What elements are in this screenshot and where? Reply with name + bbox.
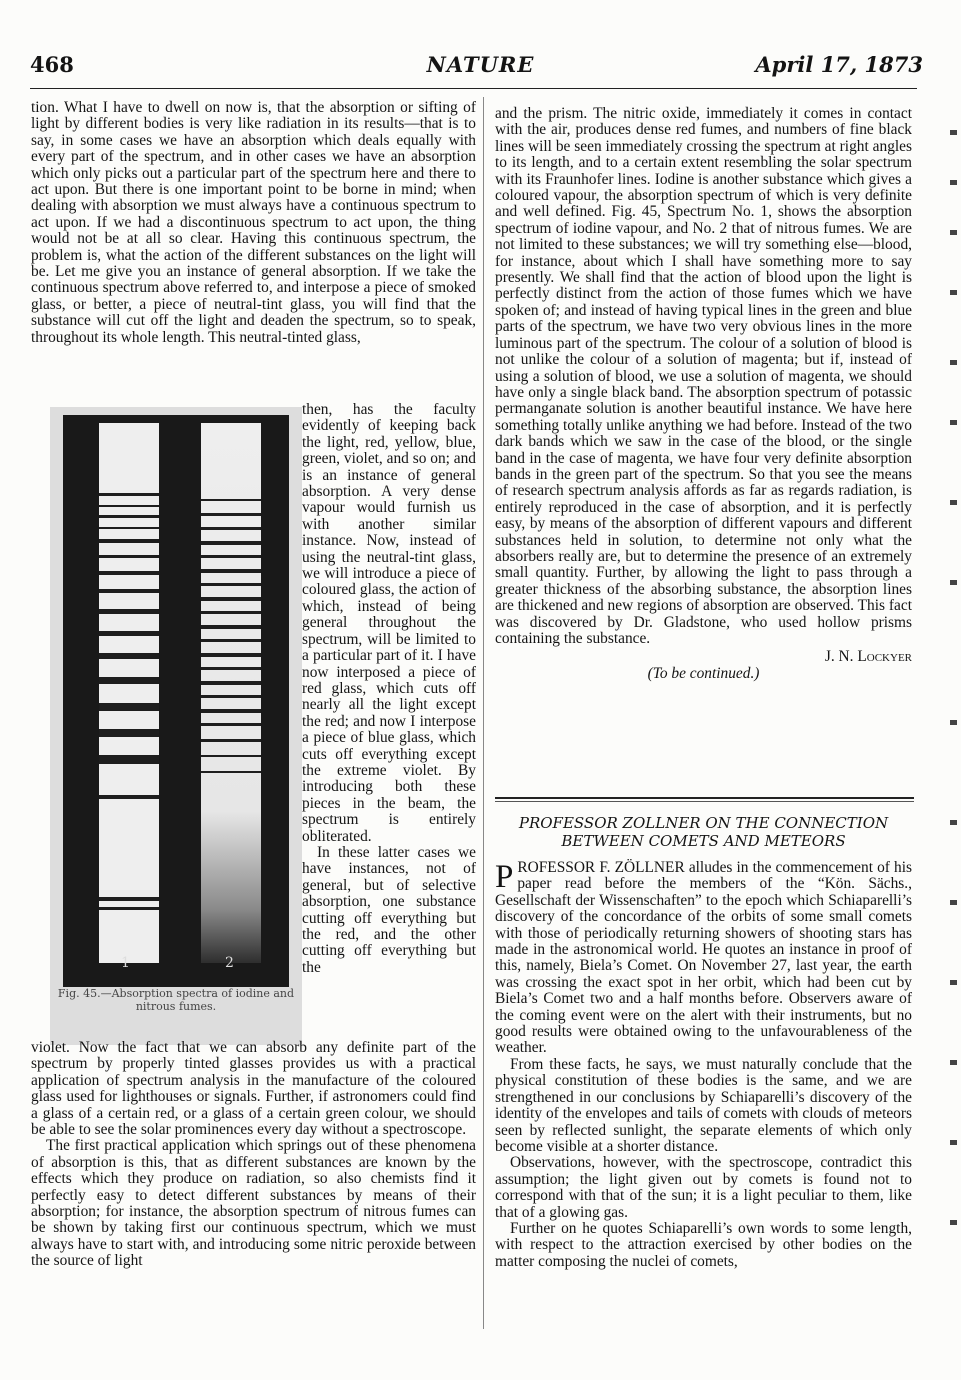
figure-caption: Fig. 45.—Absorption spectra of iodine and nitrous fumes.	[57, 987, 295, 1013]
margin-mark	[950, 1140, 957, 1145]
absorption-line	[201, 695, 261, 698]
margin-mark	[950, 580, 957, 585]
margin-mark	[950, 500, 957, 505]
paragraph: Further on he quotes Schiaparelli’s own words to some length, with respect to the attraction exercised by other bodies on the matter composing the nuclei of comets,	[495, 1219, 912, 1270]
absorption-line	[99, 907, 159, 910]
article-title: PROFESSOR ZOLLNER ON THE CONNECTION BETWEEN COMETS AND METEORS	[518, 814, 889, 850]
margin-mark	[950, 360, 957, 365]
paragraph: then, has the faculty evidently of keeping back the light, red, yellow, blue, green, violet, and so on; and is an instance of general absorption. A very dense vapour would furnish us with another similar instance. Now, instead of using the neutral-tint glass, we will introduce a piece of coloured glass, the action of which, instead of being general throughout the spectrum, will be limited to a particular part of it. I have now interposed a piece of red glass, which cuts off nearly all the light except the red; and now I interpose a piece of blue glass, which cuts off everything except the extreme violet. By introducing both these pieces in the beam, the spectrum is entirely obliterated.	[302, 401, 476, 845]
absorption-line	[99, 677, 159, 684]
absorption-line	[201, 681, 261, 685]
absorption-line	[99, 795, 159, 799]
margin-mark	[950, 180, 957, 185]
absorption-line	[201, 723, 261, 726]
absorption-line	[99, 897, 159, 901]
absorption-line	[99, 653, 159, 659]
absorption-line	[201, 611, 261, 614]
header-rule	[30, 88, 917, 89]
margin-mark	[950, 1060, 957, 1065]
spectrum-label-1: 1	[121, 955, 130, 971]
absorption-line	[201, 653, 261, 657]
drop-cap: P	[495, 859, 514, 895]
paragraph: In these latter cases we have instances, not of general, but of selective absorption, one substance cutting off everything but the red, and the other cutting off everything but the	[302, 843, 476, 976]
paragraph: tion. What I have to dwell on now is, that the absorption or sifting of light by different bodies is very like radiation in its results—that is to say, in some cases we have an absorption which deals equally with every part of the spectrum, and in other cases we have an absorption which only picks out a particular part of the spectrum here and there to act upon. But there is one important point to be borne in mind; when dealing with absorption we must always have a continuous spectrum to act upon. If we had a discontinuous spectrum to act upon, the thing would not be at all so clear. Having this continuous spectrum, the problem is, what the action of the different substances on the light will be. Let me give you an instance of general absorption. If we take the continuous spectrum above referred to, and interpose a piece of smoked glass, or better, a piece of neutral-tint glass, you will find that the substance will cut off the light and deaden the spectrum, so to speak, throughout its whole length. This neutral-tinted glass,	[31, 99, 476, 346]
margin-mark	[950, 230, 957, 235]
absorption-line	[99, 493, 159, 496]
absorption-line	[99, 755, 159, 764]
margin-mark	[950, 720, 957, 725]
absorption-line	[201, 755, 261, 757]
spectra-plate	[63, 415, 289, 987]
absorption-line	[201, 527, 261, 530]
absorption-line	[201, 625, 261, 629]
issue-date: April 17, 1873	[755, 52, 923, 77]
figure-45	[50, 407, 302, 1045]
absorption-line	[99, 589, 159, 593]
right-column-article	[495, 860, 912, 1270]
paragraph: violet. Now the fact that we can absorb any definite part of the spectrum by properly tinted glasses provides us with a practical application of spectrum analysis in the manufacture of the coloured glass used for lighthouses or signals. Further, if astronomers could find a glass of a certain red, or a glass of a certain green colour, we should be able to see the solar prominences every day without a spectroscope.	[31, 1039, 476, 1139]
left-column-bottom	[31, 1040, 476, 1270]
margin-mark	[950, 980, 957, 985]
absorption-line	[99, 505, 159, 507]
absorption-line	[99, 609, 159, 614]
author-signature: J. N. Lockyer	[824, 648, 912, 666]
absorption-line	[99, 555, 159, 558]
margin-mark	[950, 1220, 957, 1225]
absorption-line	[99, 527, 159, 529]
right-column-top	[495, 106, 912, 682]
left-column-top	[31, 100, 476, 346]
absorption-line	[201, 499, 261, 501]
spectrum-nitrous-fumes	[201, 423, 261, 963]
absorption-line	[99, 515, 159, 518]
journal-title: NATURE	[426, 52, 535, 77]
paragraph: Observations, however, with the spectroscope, contradict this assumption; the light given out by comets is found not to correspond with that of the sun; it is a light peculiar to them, like that of a glowing gas.	[495, 1154, 912, 1221]
spectrum-label-2: 2	[225, 955, 234, 971]
spectrum-iodine	[99, 423, 159, 963]
absorption-line	[201, 555, 261, 558]
absorption-line	[201, 667, 261, 670]
absorption-line	[201, 541, 261, 545]
margin-mark	[950, 130, 957, 135]
column-divider	[483, 97, 484, 1329]
absorption-line	[201, 569, 261, 573]
article-separator	[495, 801, 914, 802]
absorption-line	[201, 597, 261, 601]
absorption-line	[99, 571, 159, 575]
article-separator	[495, 797, 914, 799]
paragraph: ROFESSOR F. ZÖLLNER alludes in the commencement of his paper read before the members of the “Kön. Sächs., Gesellschaft der Wissenschaften” to the epoch which Schiaparelli’s discovery of the concordance of the orbits of some small comets with those of periodically returning showers of shooting stars has made in the astronomical world. He quotes an instance in proof of this, namely, Biela’s Comet. On November 27, last year, the earth was crossing the exact spot in her orbit, which had been cut by Biela’s Comet two and a half months before. Observers aware of the coming event were on the alert with their instruments, but no good results were obtained owing to the unfavourableness of the weather.	[495, 859, 912, 1057]
margin-mark	[950, 820, 957, 825]
absorption-line	[201, 739, 261, 742]
margin-mark	[950, 420, 957, 425]
absorption-line	[99, 703, 159, 711]
absorption-line	[201, 709, 261, 713]
figure-side-text	[302, 402, 476, 976]
margin-mark	[950, 900, 957, 905]
paragraph: From these facts, he says, we must naturally conclude that the physical constitution of these bodies is the same, and we are strengthened in our conclusions by Schiaparelli’s discovery of the identity of the envelopes and tails of comets with clouds of meteors seen by reflected sunlight, the separate elements of which only become visible at a shorter distance.	[495, 1055, 912, 1155]
page-number: 468	[30, 52, 74, 77]
margin-mark	[950, 290, 957, 295]
absorption-line	[201, 583, 261, 586]
absorption-line	[99, 729, 159, 737]
margin-bleed	[950, 120, 961, 1300]
absorption-line	[99, 539, 159, 543]
paragraph: and the prism. The nitric oxide, immediately it comes in contact with the air, produces dense red fumes, and numbers of fine black lines will be seen immediately crossing the spectrum at right angles to its length, and to a certain extent resembling the solar spectrum with its Fraunhofer lines. Iodine is another substance which gives a coloured vapour, the absorption spectrum of which is very definite and well defined. Fig. 45, Spectrum No. 1, shows the absorption spectrum of iodine vapour, and No. 2 that of nitrous fumes. We are not limited to these substances; we will try something else—blood, for instance, about which I shall have something more to say presently. We shall find that the action of blood upon the light is perfectly distinct from the action of those fumes which we have spoken of; and instead of having typical lines in the green and blue parts of the spectrum, we have two very obvious lines in the more luminous part of the spectrum. The colour of a solution of blood is not unlike the colour of a solution of magenta; but if, instead of using a solution of blood, we use a solution of magenta, we should have only a single black band. The absorption spectrum of potassic permanganate solution is another beautiful instance. We have here something totally unlike anything we had before. Instead of the two dark bands which we saw in the case of the blood, or the single band in the case of magenta, we have four very definite absorption bands in the green part of the spectrum. So that you see the means of research spectrum analysis affords as far as regards radiation, is entirely reproduced in the case of absorption, and it is perfectly easy, by means of the absorption of different vapours and different substances held in solution, to determine not only what the absorbers really are, but to determine the presence of an extremely small quantity. Further, by allowing the light to pass through a greater thickness of the absorbing substance, the absorption lines are thickened and new regions of absorption are observed. This fact was discovered by Dr. Gladstone, who used hollow prisms containing the substance.	[495, 105, 912, 647]
absorption-line	[201, 513, 261, 516]
absorption-line	[201, 639, 261, 642]
absorption-line	[201, 771, 261, 773]
continued-note: (To be continued.)	[647, 664, 760, 682]
absorption-line	[99, 631, 159, 636]
paragraph: The first practical application which springs out of these phenomena of absorption is this, that as different substances are known by the effects which they produce on radiation, so also chemists find it perfectly easy to detect different substances by means of their absorption; for instance, the absorption spectrum of nitrous fumes can be shown by taking first our continuous spectrum, which we must always have to start with, and introducing some nitric peroxide between the source of light	[31, 1137, 476, 1270]
